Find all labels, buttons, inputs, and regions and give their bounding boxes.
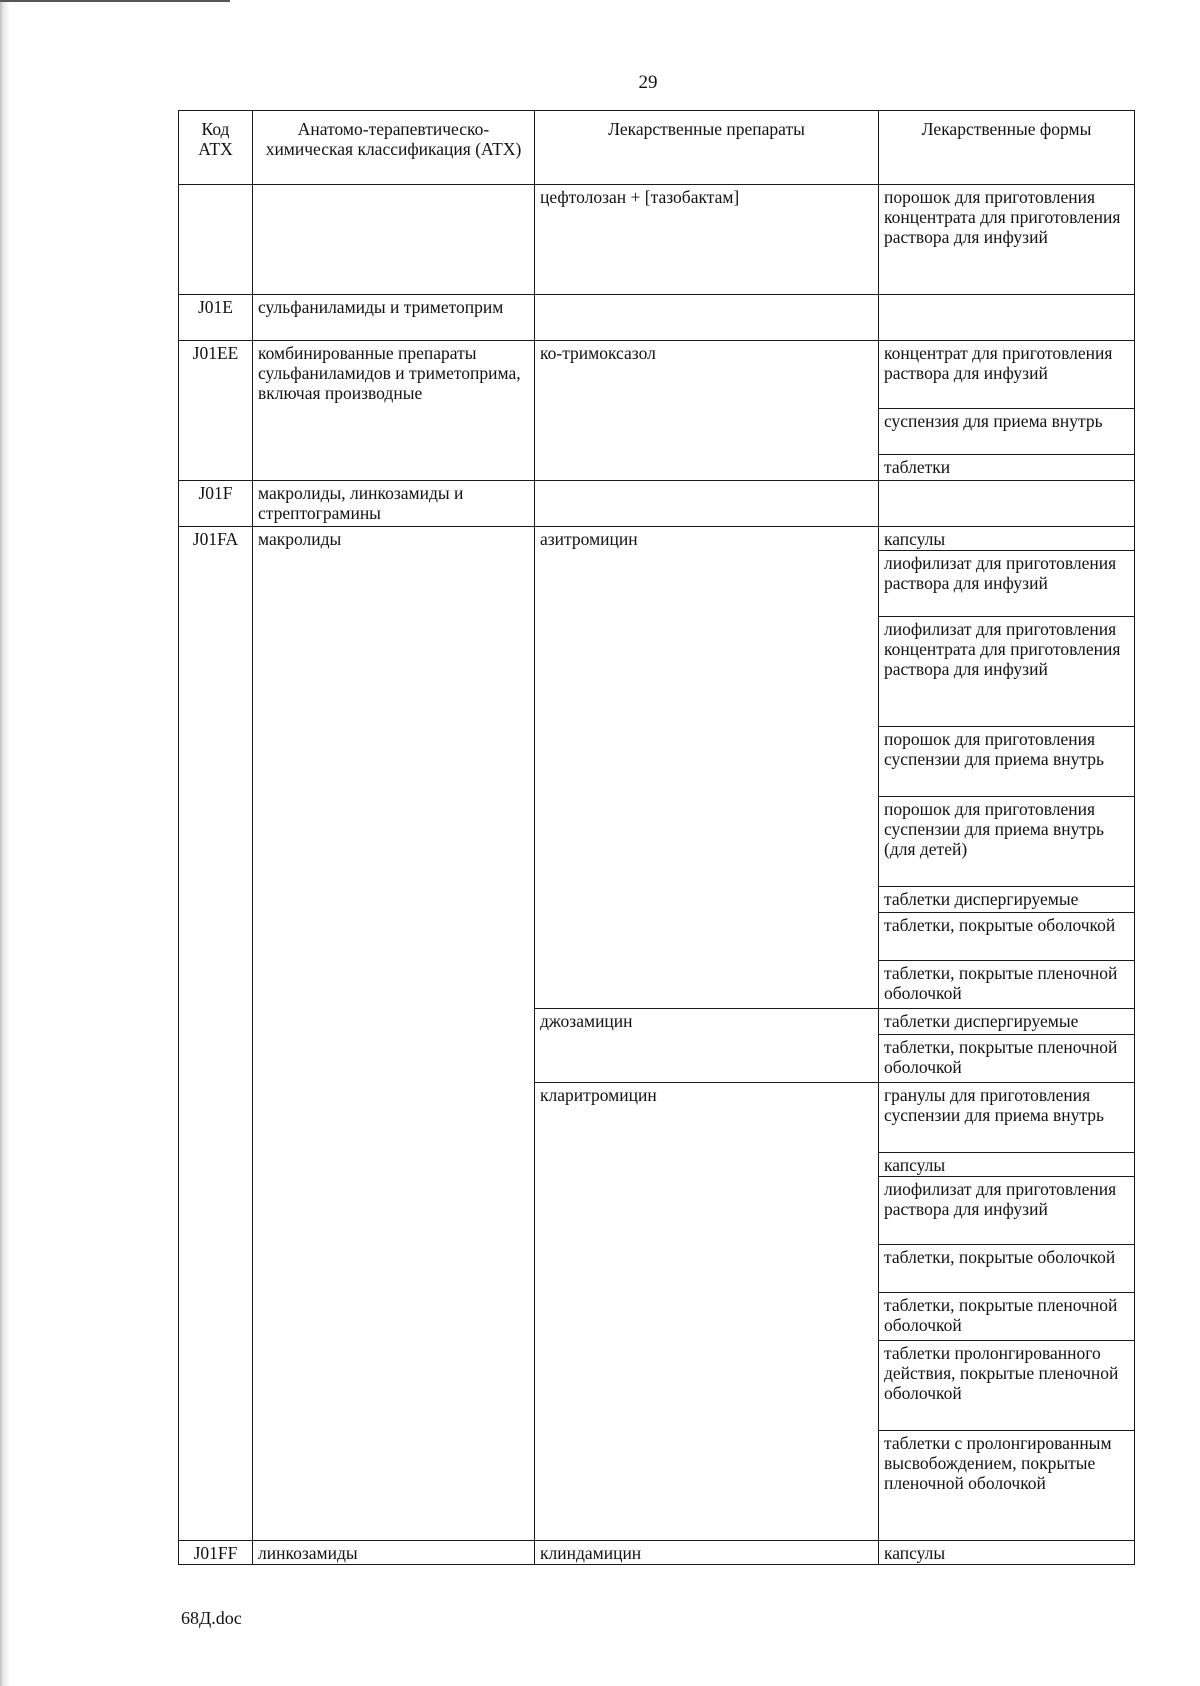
cell-form: таблетки, покрытые пленочной оболочкой (879, 1035, 1135, 1083)
table-row (179, 341, 1135, 409)
cell-form: таблетки с пролонгированным высвобождением, покрытые пленочной оболочкой (879, 1431, 1135, 1541)
cell-form: капсулы (879, 1153, 1135, 1177)
header-drugs: Лекарственные препараты (535, 111, 879, 185)
table-row (179, 1541, 1135, 1565)
cell-code: J01E (179, 295, 253, 341)
cell-form (879, 481, 1135, 527)
cell-form: порошок для приготовления суспензии для приема внутрь (для детей) (879, 797, 1135, 887)
cell-classification: сульфаниламиды и триметоприм (253, 295, 535, 341)
table-header-row (179, 111, 1135, 185)
scan-top-mark (0, 0, 230, 2)
cell-form: капсулы (879, 1541, 1135, 1565)
table-row (179, 481, 1135, 527)
cell-form: лиофилизат для приготовления раствора для инфузий (879, 551, 1135, 617)
table-row (179, 527, 1135, 551)
cell-form: таблетки, покрытые пленочной оболочкой (879, 1293, 1135, 1341)
cell-drug: цефтолозан + [тазобактам] (535, 185, 879, 295)
table-row (179, 185, 1135, 295)
cell-classification: макролиды, линкозамиды и стрептограмины (253, 481, 535, 527)
cell-form: капсулы (879, 527, 1135, 551)
cell-form: таблетки пролонгированного действия, покрытые пленочной оболочкой (879, 1341, 1135, 1431)
cell-drug (535, 295, 879, 341)
cell-form: таблетки, покрытые оболочкой (879, 1245, 1135, 1293)
cell-form: таблетки, покрытые оболочкой (879, 913, 1135, 961)
cell-form: лиофилизат для приготовления концентрата для приготовления раствора для инфузий (879, 617, 1135, 727)
cell-code: J01FF (179, 1541, 253, 1565)
cell-drug: ко-тримоксазол (535, 341, 879, 481)
page-number: 29 (638, 72, 658, 93)
atx-table (178, 110, 1135, 1565)
cell-form: таблетки диспергируемые (879, 887, 1135, 913)
cell-form: таблетки (879, 455, 1135, 481)
cell-code: J01FA (179, 527, 253, 1541)
footer-filename: 68Д.doc (181, 1608, 242, 1628)
cell-classification: комбинированные препараты сульфаниламидов и триметоприма, включая производные (253, 341, 535, 481)
cell-classification: линкозамиды (253, 1541, 535, 1565)
cell-drug: джозамицин (535, 1009, 879, 1083)
table-row (179, 295, 1135, 341)
cell-form: таблетки диспергируемые (879, 1009, 1135, 1035)
cell-form: порошок для приготовления суспензии для приема внутрь (879, 727, 1135, 797)
header-classification: Анатомо-терапевтическо-химическая классификация (АТХ) (253, 111, 535, 185)
cell-form: порошок для приготовления концентрата для приготовления раствора для инфузий (879, 185, 1135, 295)
scan-edge-shadow (0, 0, 10, 1686)
cell-drug: кларитромицин (535, 1083, 879, 1541)
cell-form: таблетки, покрытые пленочной оболочкой (879, 961, 1135, 1009)
cell-code: J01EE (179, 341, 253, 481)
cell-code (179, 185, 253, 295)
cell-drug: азитромицин (535, 527, 879, 1009)
cell-classification (253, 185, 535, 295)
cell-form (879, 295, 1135, 341)
cell-drug: клиндамицин (535, 1541, 879, 1565)
cell-code: J01F (179, 481, 253, 527)
cell-form: лиофилизат для приготовления раствора для инфузий (879, 1177, 1135, 1245)
cell-form: гранулы для приготовления суспензии для приема внутрь (879, 1083, 1135, 1153)
cell-form: концентрат для приготовления раствора для инфузий (879, 341, 1135, 409)
cell-form: суспензия для приема внутрь (879, 409, 1135, 455)
cell-classification: макролиды (253, 527, 535, 1541)
header-forms: Лекарственные формы (879, 111, 1135, 185)
cell-drug (535, 481, 879, 527)
header-code: Код АТХ (179, 111, 253, 185)
